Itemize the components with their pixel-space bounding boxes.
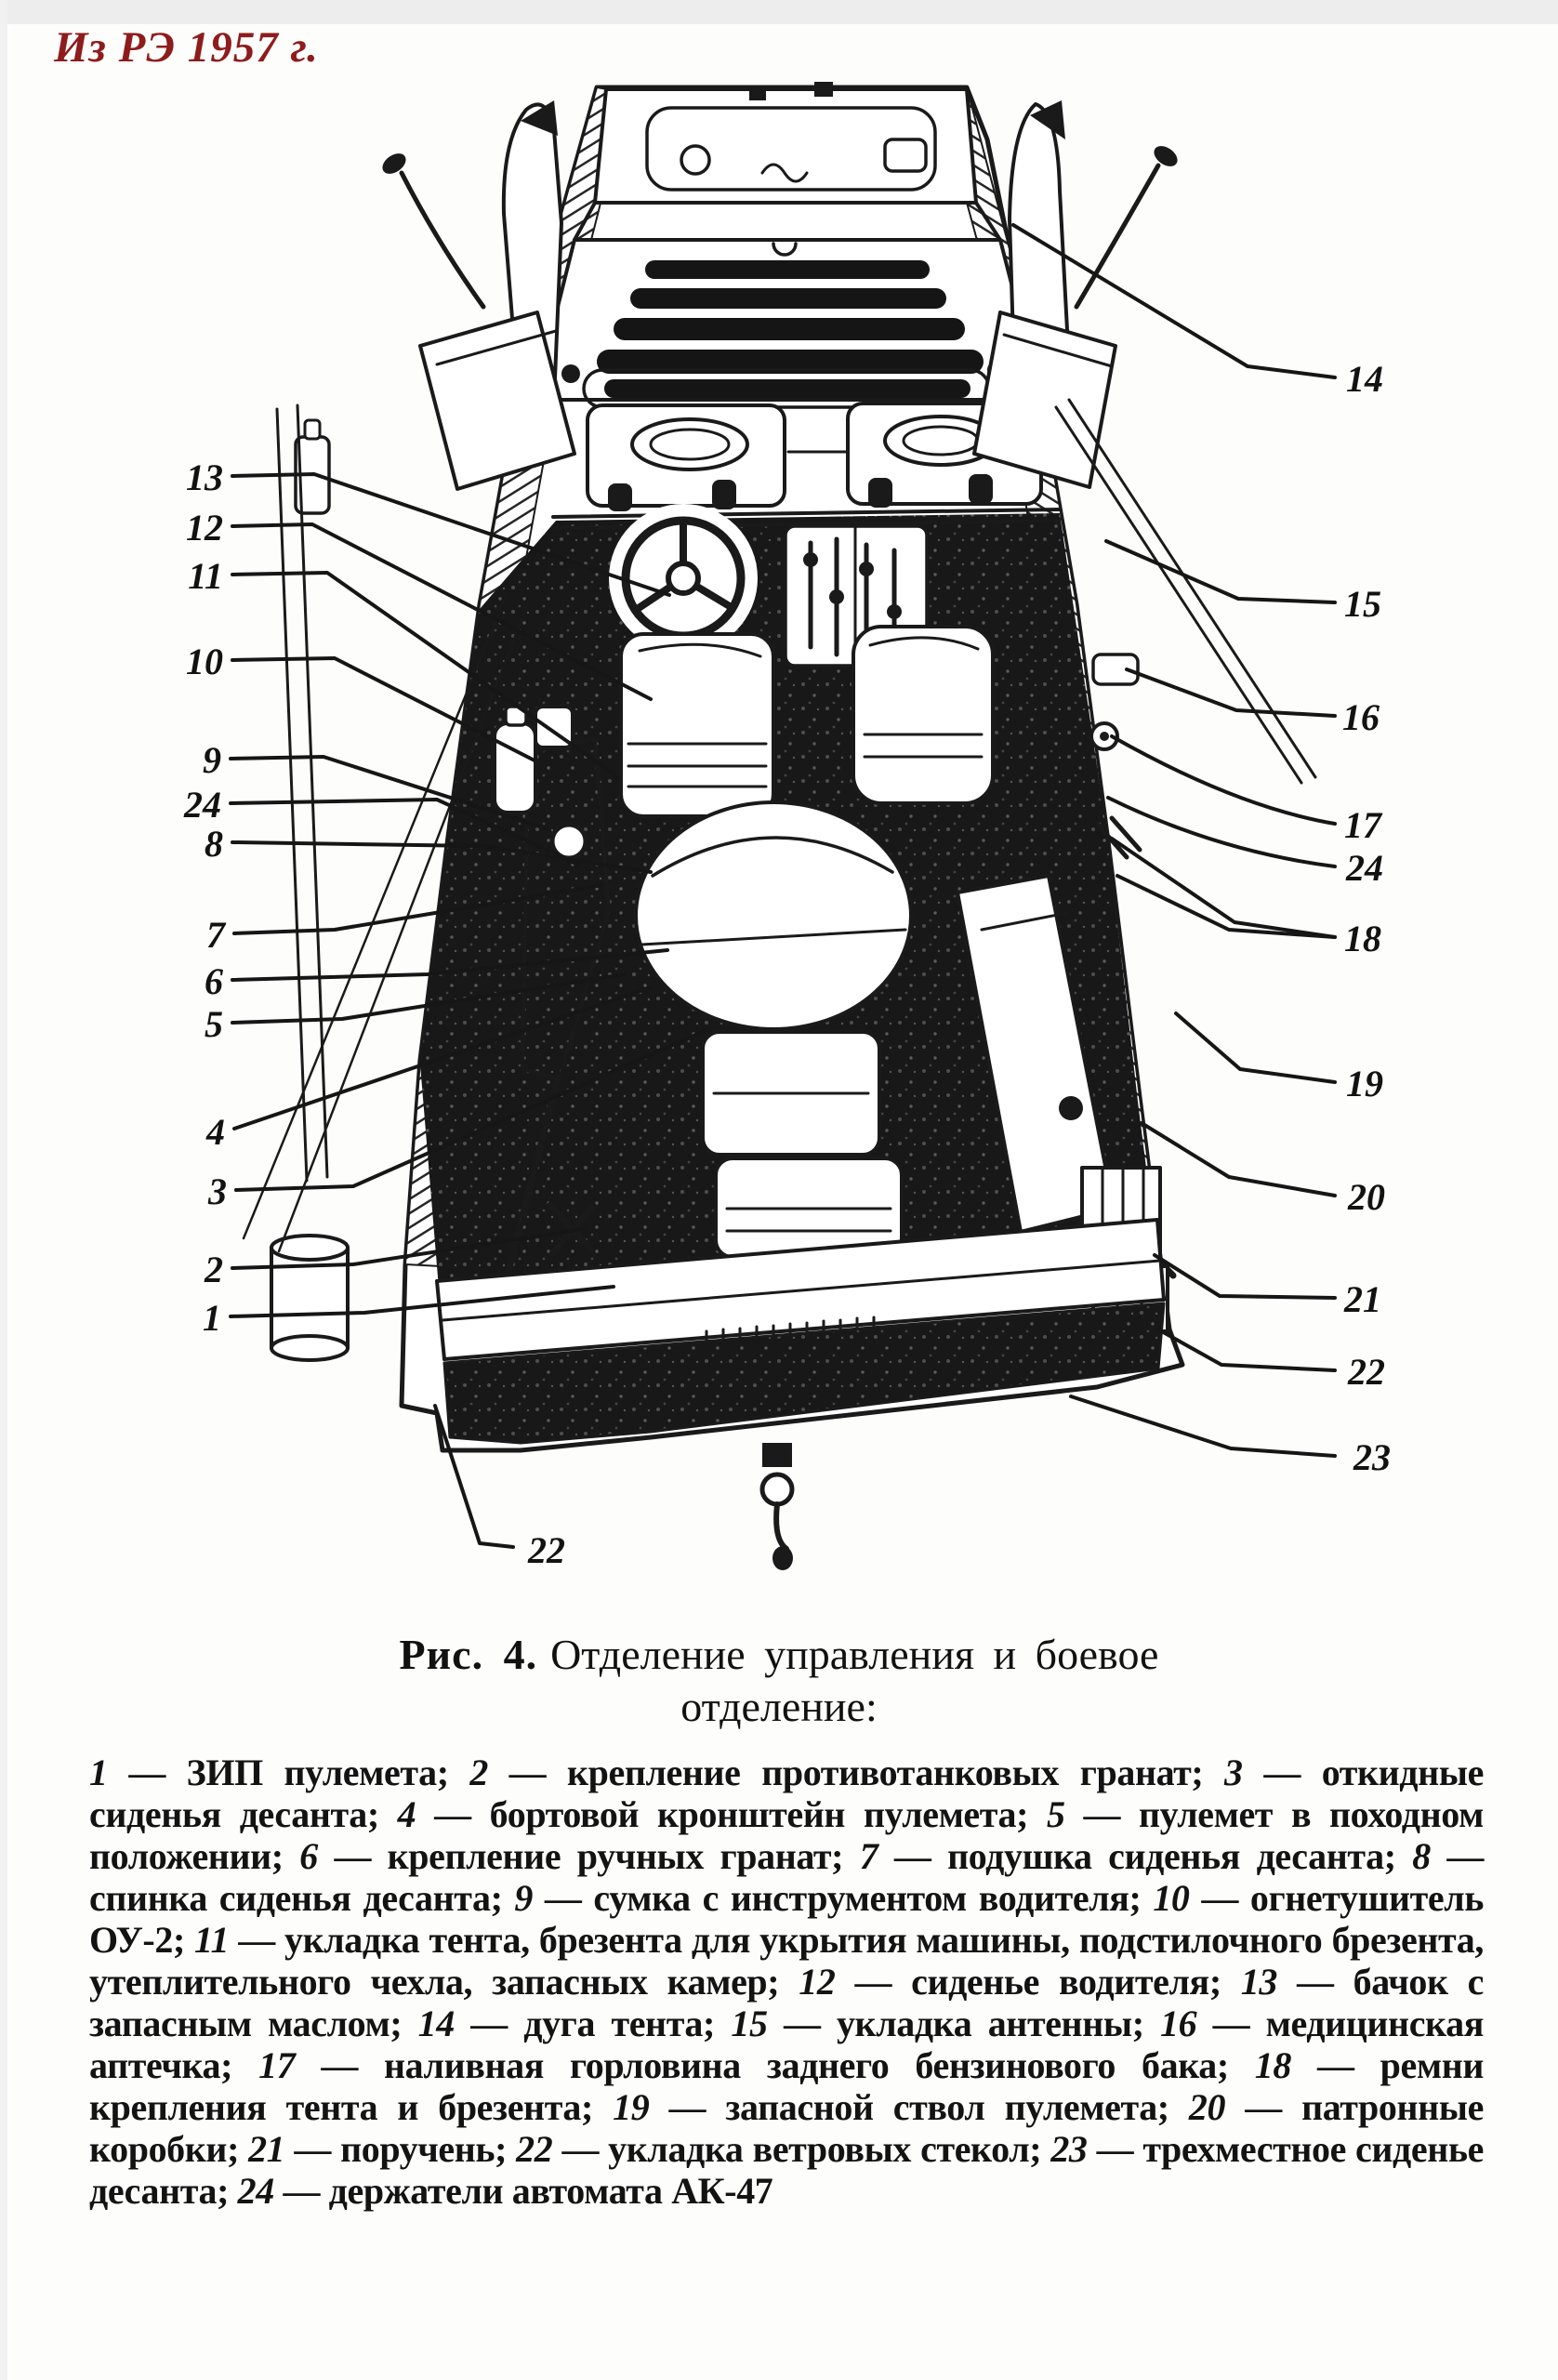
callout-9: 9 [203, 739, 221, 781]
legend-item: 24 — держатели автомата АК-47 [237, 2170, 773, 2212]
commander-seat-back [853, 627, 993, 803]
callout-4: 4 [206, 1111, 225, 1153]
callout-20: 20 [1348, 1176, 1385, 1218]
bucket [271, 1236, 348, 1360]
callout-17: 17 [1344, 804, 1381, 846]
driver-seat-back [621, 634, 773, 816]
callout-13: 13 [186, 456, 223, 498]
callout-22-bottom: 22 [528, 1529, 565, 1571]
callout-24-left: 24 [184, 784, 221, 826]
callout-22-right: 22 [1348, 1351, 1385, 1393]
figure-caption [351, 1629, 1207, 1733]
legend-item: 18 — ремни крепления тента и брезента; [89, 2044, 1484, 2128]
callout-5: 5 [205, 1003, 223, 1045]
callout-12: 12 [186, 507, 223, 549]
legend-item: 7 — подушка сиденья десанта; [859, 1835, 1413, 1877]
legend-item: 3 — откидные сиденья десанта; [89, 1752, 1484, 1835]
legend-item: 9 — сумка с инструментом водителя; [514, 1877, 1154, 1919]
legend-item: 19 — запасной ствол пулемета; [613, 2086, 1189, 2128]
legend-item: 20 — патронные коробки; [89, 2086, 1484, 2170]
callout-3: 3 [208, 1170, 227, 1212]
legend-item: 8 — спинка сиденья десанта; [89, 1835, 1485, 1919]
legend-item: 22 — укладка ветровых стекол; [516, 2128, 1051, 2170]
legend-item: 1 — ЗИП пулемета; [89, 1752, 470, 1793]
callout-6: 6 [205, 960, 223, 1002]
driver-seat-drum [636, 802, 911, 1029]
tent-pole-lines [277, 405, 327, 1181]
legend-item: 23 — трехместное сиденье десанта; [89, 2128, 1484, 2212]
legend-item: 6 — крепление ручных гранат; [299, 1835, 860, 1877]
legend-item: 14 — дуга тента; [417, 2003, 732, 2044]
source-note: Из РЭ 1957 г. [54, 23, 319, 72]
legend-item: 5 — пулемет в походном положении; [89, 1793, 1484, 1877]
callout-2: 2 [205, 1249, 223, 1290]
callout-19: 19 [1346, 1063, 1383, 1104]
figure-number: Рис. 4. [399, 1631, 538, 1678]
callout-10: 10 [186, 641, 223, 682]
stowage-plank-right [974, 312, 1116, 487]
callout-14: 14 [1346, 358, 1383, 400]
callout-1: 1 [203, 1297, 221, 1339]
legend-item: 17 — наливная горловина заднего бензинового бака; [258, 2044, 1255, 2086]
legend-item: 4 — бортовой кронштейн пулемета; [397, 1793, 1047, 1835]
callout-21: 21 [1344, 1278, 1381, 1320]
figure-legend [89, 1752, 1484, 2212]
callout-8: 8 [205, 823, 223, 865]
fire-extinguisher [495, 723, 535, 813]
callout-11: 11 [188, 555, 223, 597]
troop-seats [703, 1032, 902, 1257]
callout-15: 15 [1344, 583, 1381, 625]
legend-item: 13 — бачок с запасным маслом; [89, 1961, 1485, 2044]
legend-item: 10 — огнетушитель ОУ-2; [89, 1877, 1484, 1961]
legend-item: 2 — крепление противотанковых гранат; [469, 1752, 1225, 1793]
callout-18: 18 [1344, 918, 1381, 959]
callout-24-right: 24 [1346, 847, 1383, 889]
tow-hook [762, 1443, 793, 1570]
legend-item: 15 — укладка антенны; [731, 2003, 1161, 2044]
legend-item: 11 — укладка тента, брезента для укрытия машины, подстилочного брезента, утеплительного чехла, запасных камер; [89, 1919, 1484, 2003]
callout-7: 7 [206, 914, 225, 956]
legend-item: 21 — поручень; [248, 2128, 517, 2170]
callout-16: 16 [1342, 696, 1380, 738]
legend-item: 16 — медицинская аптечка; [89, 2003, 1484, 2086]
engine-hood-louvers [535, 240, 1041, 407]
callout-23: 23 [1353, 1436, 1391, 1478]
figure-title: Отделение управления и боевое отделение: [550, 1631, 1159, 1731]
legend-item: 12 — сиденье водителя; [799, 1961, 1241, 2003]
